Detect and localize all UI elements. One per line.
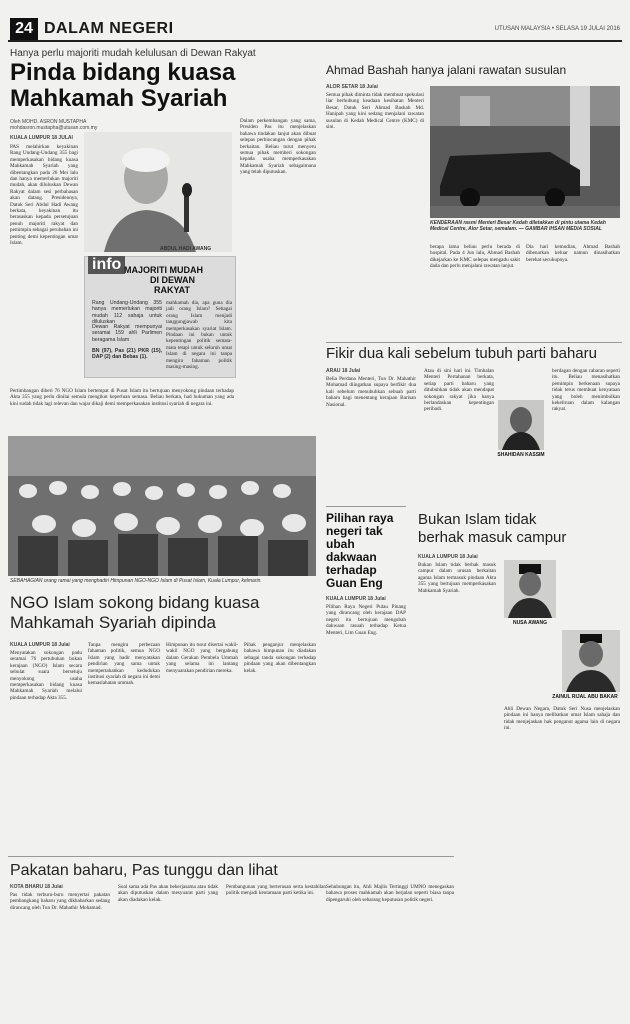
kmc-vehicle-photo [430,86,620,218]
hadi-photo-caption: ABDUL HADI AWANG [160,246,212,252]
section-title: DALAM NEGERI [44,20,174,37]
shahidan-portrait [498,400,544,450]
story5-column-2: Sehubungan itu, Ahli Majlis Tertinggi UMNO menegaskan bahawa proses mahkamah akan berjalan seperti biasa tanpa dipengaruhi oleh sebarang keputusan politik negeri. [326,884,454,903]
info-bullet-1: Rang Undang-Undang 355 hanya memerlukan majoriti mudah 112 sahaja untuk diluluskan [92,300,162,326]
crowd-photo [8,436,316,576]
story5-dateline: KUALA LUMPUR 18 Julai [326,596,386,602]
story1-email: mohdasron.mustapha@utusan.com.my [10,125,98,131]
info-bullet-2: Dewan Rakyat mempunyai seramai 159 ahli Parlimen beragama Islam [92,324,162,343]
story4-column-3: berdagan dengan cabaran seperti itu. Beliau menasihatkan pemimpin berkenaan supaya tidak terus membuat kenyataan yang boleh menimbulkan kekeliruan dalam kalangan rakyat. [552,368,620,413]
divider-story5 [326,506,406,507]
story7-column-3: Pembangunan yang berterusan serta kestabilan politik menjadi keutamaan parti ketika ini. [226,884,326,897]
story1-kicker: Hanya perlu majoriti mudah kelulusan di Dewan Rakyat [10,48,256,59]
story1-dateline: KUALA LUMPUR 18 JULAI [10,135,73,141]
zainul-rijal-portrait [562,630,620,692]
story3-dateline: ALOR SETAR 18 Julai [326,84,378,90]
info-bullet-3: BN (97), Pas (21) PKR (15), DAP (2) dan Bebas (1). [92,348,162,361]
info-title-line2: DI DEWAN [150,275,195,285]
story6-dateline: KUALA LUMPUR 18 Julai [418,554,478,560]
story4-column-1: Belia Perdana Menteri, Tun Dr. Mahathir Mohamad diingatkan supaya berfikir dua kali sebelum menubuhkan sebuah parti baharu bagi menentang kerajaan Barisan Nasional. [326,376,416,408]
story6-headline-line2: berhak masuk campur [418,529,567,546]
story4-headline: Fikir dua kali sebelum tubuh parti baharu [326,345,597,362]
story3-column-3: Dia hari kemudian, Ahmad Bashah dibenarkan keluar namun dinasihatkan berehat secukupnya. [526,244,620,263]
info-tag: info [88,256,125,274]
story3-headline: Ahmad Bashah hanya jalani rawatan susulan [326,63,567,77]
story2-dateline: KUALA LUMPUR 18 Julai [10,642,70,648]
story7-dateline: KOTA BHARU 18 Julai [10,884,63,890]
story2-headline-line1: NGO Islam sokong bidang kuasa [10,593,260,612]
story6-headline-line1: Bukan Islam tidak [418,511,537,528]
story4-column-2: Atau di sini hari ini. Timbalan Menteri Pertahanan berkata, setiap parti baharu yang ditubuhkan tidak akan mendapat sokongan rakyat jika hanya berlandaskan kepentingan peribadi. [424,368,494,413]
story2-column-1: Menyatakan sokongan padu seramai 76 pertubuhan bukan kerajaan (NGO) Islam secara sebulat suara bersetuju menyokong usaha memperkasakan bidang kuasa Mahkamah Syariah melalui pindaan terhadap Akta 355. [10,650,82,701]
story4-dateline: ARAU 18 Julai [326,368,361,374]
story1-column-2: Pertimbangan diberi 76 NGO Islam bertempat di Pusat Islam itu bertujuan menyokong pindaan terhadap Akta 355 yang perlu dinilai semula mengikut keperluan semasa. Beliau berkata, had hukuman yang ada kini sudah tidak lagi relevan dan wajar dikaji demi memperkasakan institusi syariah di negara ini. [10,388,234,407]
divider-story4 [326,342,622,343]
story6-column-1: Bukan Islam tidak berhak masuk campur dalam urusan berkaitan agama Islam termasuk pindaan Akta 355 yang bertujuan memperkasakan Mahkamah Syariah. [418,562,496,594]
story7-headline: Pakatan baharu, Pas tunggu dan lihat [10,862,278,879]
story6-column-2: Ahli Dewan Negara, Datuk Seri Nusa menjelaskan pindaan ini hanya melibatkan umat Islam sahaja dan tidak menjejaskan hak penganut agama lain di negara ini. [504,706,620,732]
story2-column-2: Tanpa mengira perbezaan fahaman politik, semua NGO Islam yang hadir menyatakan pendirian yang sama untuk mempertahankan kedudukan institusi syariah di negara ini demi kemaslahatan ummah. [88,642,160,687]
info-title-line3: RAKYAT [154,285,191,295]
nusa-awang-name: NUSA AWANG [512,620,548,626]
story2-column-4: Pihak penganjur menjelaskan bahawa himpunan itu diadakan sebagai tanda sokongan terhadap pindaan yang akan dibentangkan kelak. [244,642,316,674]
kmc-photo-caption: KENDERAAN rasmi Menteri Besar Kedah diletakkan di pintu utama Kedah Medical Centre, Alor Setar, semalam. — GAMBAR IHSAN MEDIA SOSIAL [430,220,606,232]
story1-headline-line2: Mahkamah Syariah [10,85,228,112]
story1-column-3: mahkamah dia, apa guna dia jadi orang Islam? Sebagai orang Islam menjadi tanggungjawab kita memperkasakan syariat Islam. Pindaan ini bukan untuk kepentingan politik semata-mata tetapi untuk seluruh umat Islam di negara ini tanpa mengira fahaman politik masing-masing. [166,300,232,371]
zainul-rijal-name: ZAINUL RIJAL ABU BAKAR [552,694,618,700]
story3-column-2: berapa lama beliau perlu berada di hospital. Pada 4 Jun lalu, Ahmad Bashah dikejarkan ke KMC selepas mengadu sakit dada dan perlu menjalani rawatan lanjut. [430,244,520,270]
page-number: 24 [10,18,38,40]
info-title-line1: MAJORITI MUDAH [124,265,203,275]
story5-pullquote: Pilihan raya negeri tak ubah dakwaan terhadap Guan Eng [326,511,394,590]
story7-column-1: Pas tidak terburu-buru menyertai pakatan pembangkang baharu yang dikhabarkan sedang dirancang oleh Tun Dr. Mahathir Mohamad. [10,892,110,911]
story7-column-2: Soal sama ada Pas akan bekerjasama atau tidak akan diputuskan dalam mesyuarat parti yang akan diadakan kelak. [118,884,218,903]
story1-column-1: PAS melahirkan keyakinan Rang Undang-Undang 355 bagi memperkasakan bidang kuasa Mahkamah Syariah yang dibentangkan pada 26 Mei lalu dan hanya memerlukan majoriti mudah, akan diluluskan Dewan Rakyat dalam sesi perbahasan akan datang. Presidennya, Datuk Seri Abdul Hadi Awang berkata, keyakinan itu berasaskan kepada persetujuan penuh majoriti rakyat dan pemimpin sebagai perubahan ini penting demi kepentingan umat Islam. [10,144,78,247]
masthead: UTUSAN MALAYSIA • SELASA 19 JULAI 2016 [494,26,620,32]
nusa-awang-portrait [504,560,556,618]
shahidan-name: SHAHIDAN KASSIM [497,452,545,458]
story5-column-1: Pilihan Raya Negeri Pulau Pinang yang dirancang oleh kerajaan DAP negeri itu bertujuan mengubah dakwaan rasuah terhadap Ketua Menteri, Lim Guan Eng. [326,604,406,636]
story1-headline-line1: Pinda bidang kuasa [10,59,236,86]
story1-column-4: Dalam perkembangan yang sama, Presiden Pas itu menjelaskan bahawa tindakan lanjut akan dibuat selepas perbincangan dengan pihak berkaitan. Beliau turut menyeru semua pihak memberi sokongan kepada usaha memperkasakan Mahkamah Syariah sebagaimana yang telah diputuskan. [240,118,316,176]
story3-column-1: Semua pihak diminta tidak membuat spekulasi liar berhubung keadaan kesihatan Menteri Besar, Datuk Seri Ahmad Bashah Md. Hanipah yang kini sedang menjalani rawatan susulan di Kedah Medical Centre (KMC) di sini. [326,92,424,131]
crowd-photo-caption: SEBAHAGIAN orang ramai yang menghadiri Himpunan NGO-NGO Islam di Pusat Islam, Kuala Lumpur, kelmarin. [10,578,262,584]
story2-column-3: Himpunan itu turut disertai wakil-wakil NGO yang bergabung dalam Gerakan Pembela Ummah yang selama ini lantang menyuarakan pendirian mereka. [166,642,238,674]
story1-byline: Oleh MOHD. ASRON MUSTAPHA [10,119,87,125]
divider-story7 [8,856,454,857]
story2-headline-line2: Mahkamah Syariah dipinda [10,613,217,632]
hadi-awang-photo [84,132,232,252]
